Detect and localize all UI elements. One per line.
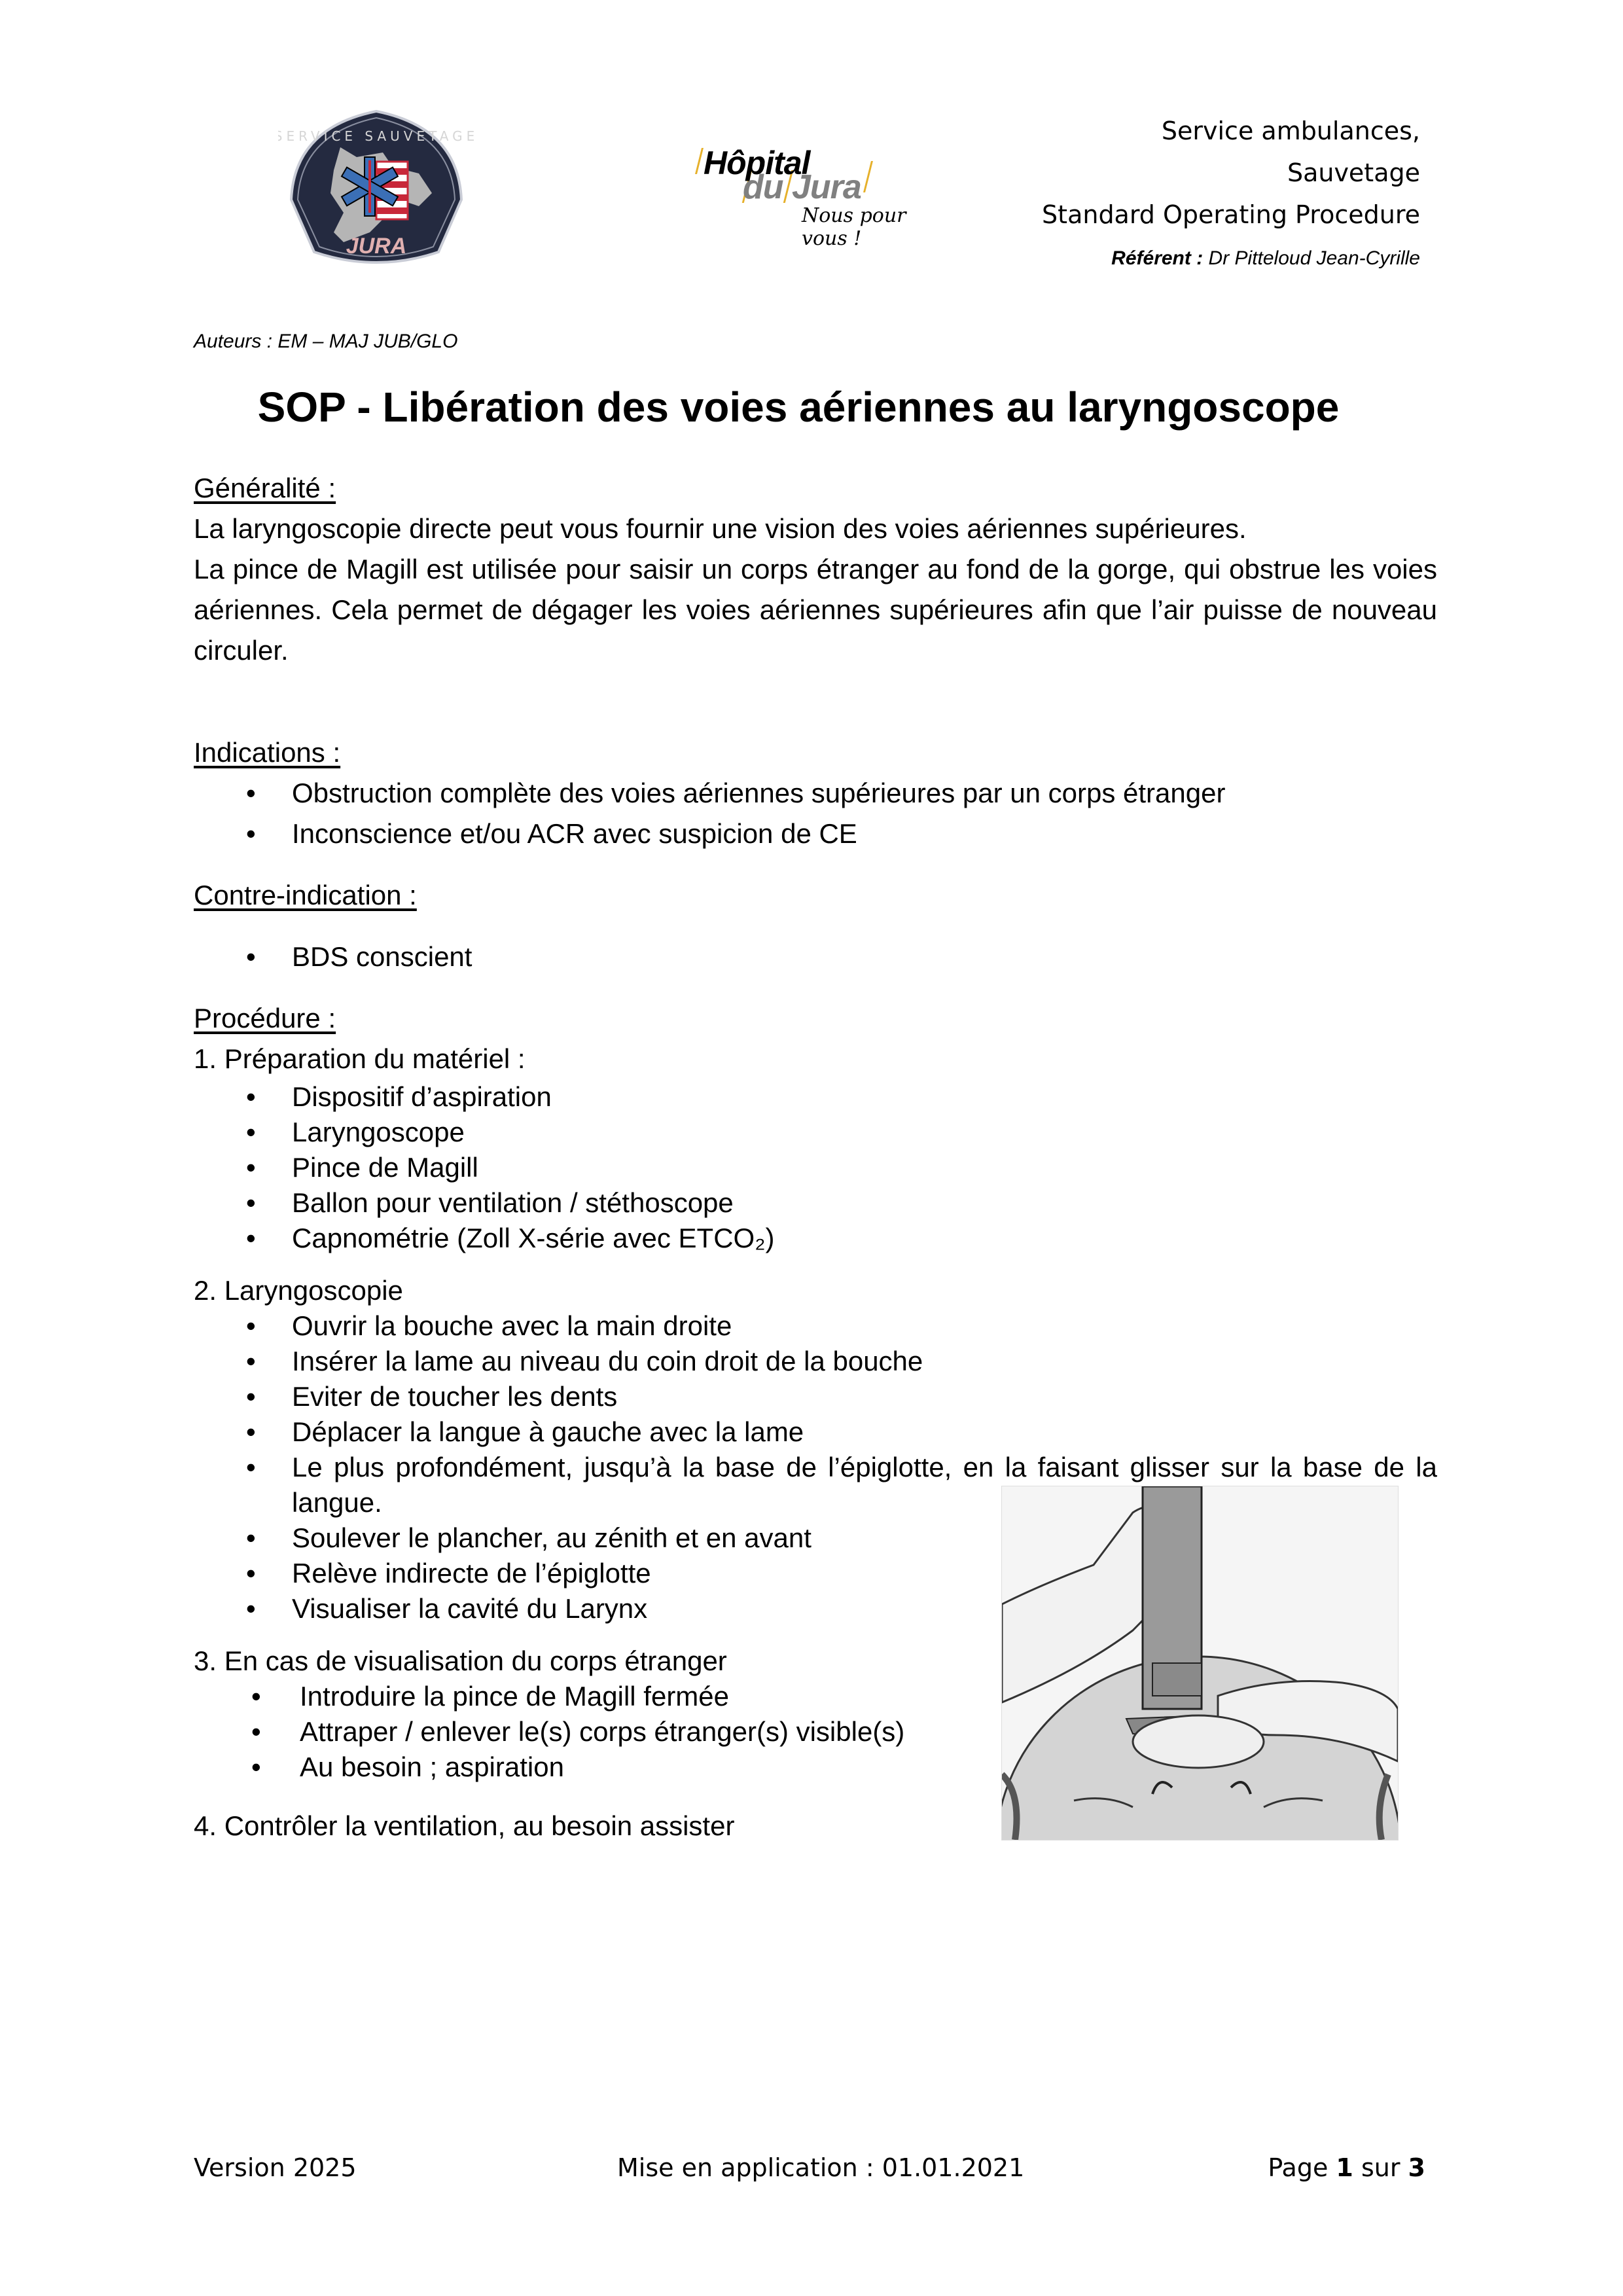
list-item: • BDS conscient [194,937,1437,977]
section-indications [194,732,1437,854]
procedure-step-title: 3. En cas de visualisation du corps étranger [194,1645,727,1676]
header-referent [1042,236,1420,281]
list-item: • Dispositif d’aspiration [194,1079,1437,1115]
list-item: • Eviter de toucher les dents [194,1379,1437,1414]
referent-name: Dr Pitteloud Jean-Cyrille [1203,247,1420,269]
list-item: • Le plus profondément, jusqu’à la base de l’épiglotte, en la faisant glisser sur la base de la langue. [194,1450,1437,1520]
footer-version: Version 2025 [194,2153,357,2182]
list-item: • Déplacer la langue à gauche avec la lame [194,1414,1437,1450]
service-sauvetage-jura-logo [278,101,474,278]
badge-ring-text: SERVICE SAUVETAGE [278,128,474,144]
list-item: • Ouvrir la bouche avec la main droite [194,1308,1437,1344]
procedure-step-title: 4. Contrôler la ventilation, au besoin assister [194,1810,735,1841]
badge-bottom-text: JURA [346,234,407,259]
page-current: 1 [1336,2153,1353,2182]
list-item: • Introduire la pince de Magill fermée [194,1679,1437,1714]
logo-line2: du Jura [743,168,861,206]
list-item: • Visualiser la cavité du Larynx [194,1591,1437,1626]
list-item: • Inconscience et/ou ACR avec suspicion de CE [194,814,1437,854]
list-item: • Ballon pour ventilation / stéthoscope [194,1185,1437,1221]
paragraph: La laryngoscopie directe peut vous fournir une vision des voies aériennes supérieures. [194,513,1247,544]
section-heading: Contre-indication : [194,880,417,910]
paragraph: La pince de Magill est utilisée pour saisir un corps étranger au fond de la gorge, qui obstrue les voies aériennes. Cela permet de dégager les voies aériennes supérieures afin que l’air puisse de nouveau circuler. [194,554,1437,666]
header-service-info [1042,110,1420,281]
section-heading: Indications : [194,737,341,768]
laryngoscope-illustration [1001,1486,1399,1840]
footer-page-number [1268,2153,1425,2182]
footer-application-date: Mise en application : 01.01.2021 [617,2153,1025,2182]
title-text: SOP - Libération des voies aériennes au laryngoscope [257,384,1340,431]
list-item: • Obstruction complète des voies aériennes supérieures par un corps étranger [194,773,1437,814]
hopital-du-jura-logo [690,144,952,250]
list-item: • Laryngoscope [194,1115,1437,1150]
section-generalite [194,468,1437,671]
page-title [0,383,1623,431]
list-item: • Relève indirecte de l’épiglotte [194,1556,1437,1591]
list-item: • Soulever le plancher, au zénith et en avant [194,1520,1437,1556]
procedure-step-title: 1. Préparation du matériel : [194,1043,526,1074]
list-item: • Au besoin ; aspiration [194,1749,1437,1785]
section-contre-indication [194,875,1437,977]
procedure-step-title: 2. Laryngoscopie [194,1275,403,1306]
logo-line1: Hôpital [704,145,810,181]
page-middle: sur [1353,2153,1408,2182]
list-item: • Capnométrie (Zoll X-série avec ETCO₂) [194,1221,1437,1256]
page-prefix: Page [1268,2153,1336,2182]
logo-accent-bar [695,148,704,174]
section-heading: Généralité : [194,473,336,503]
authors-line: Auteurs : EM – MAJ JUB/GLO [194,331,458,352]
logo-slogan: Nous pour vous ! [802,204,906,250]
list-item: • Attraper / enlever le(s) corps étranger(s) visible(s) [194,1714,1437,1749]
page-total: 3 [1408,2153,1425,2182]
list-item: • Pince de Magill [194,1150,1437,1185]
list-item: • Insérer la lame au niveau du coin droit de la bouche [194,1344,1437,1379]
section-heading: Procédure : [194,1003,336,1033]
header-line-sauvetage: Sauvetage [1287,158,1420,187]
header-line-service: Service ambulances, [1161,117,1420,145]
referent-label: Référent : [1111,247,1204,269]
logo-accent-bar [863,161,873,192]
header-line-sop: Standard Operating Procedure [1042,200,1420,229]
